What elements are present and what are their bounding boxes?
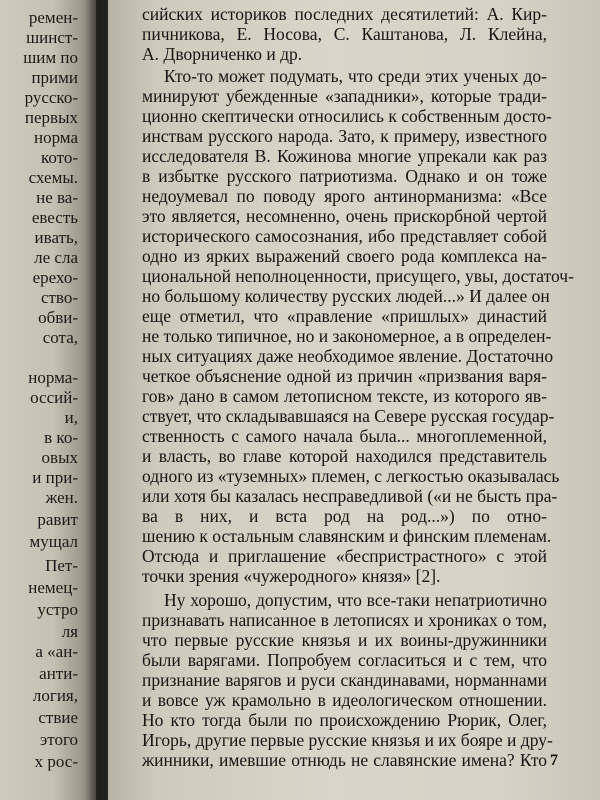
text-line: в избытке русского патриотизма. Однако и он тоже — [142, 166, 547, 186]
left-page-line: устро — [37, 600, 78, 619]
left-page-line: ля — [61, 622, 78, 641]
left-page-line: прими — [31, 68, 78, 87]
left-page-line: анти- — [39, 664, 78, 683]
text-line: пичникова, Е. Носова, С. Каштанова, Л. Клейна, — [142, 24, 547, 44]
text-line: четкое объяснение одной из причин «призвания варя- — [142, 366, 547, 386]
text-line: шению к остальным славянским и финским племенам. — [142, 526, 552, 546]
text-line: недоумевал по поводу ярого антинорманизма: «Все — [142, 186, 547, 206]
left-page-line: ле сла — [34, 248, 78, 267]
left-page-line: оссий- — [30, 388, 78, 407]
left-page-line: ремен- — [28, 8, 78, 27]
text-line: не только типичное, но и закономерное, а в определен- — [142, 326, 552, 346]
left-page-line: равит — [37, 510, 78, 529]
text-line: и вовсе уж крамольно в идеологическом отношении. — [142, 690, 547, 710]
left-page-line: ивать, — [34, 228, 78, 247]
left-page-line: схемы. — [28, 168, 78, 187]
text-line: жинники, имевшие отнюдь не славянские имена? Кто — [142, 750, 547, 770]
text-line: одного из «туземных» племен, с легкостью оказывалась — [142, 466, 560, 486]
left-page-line: не ва- — [36, 188, 78, 207]
left-page-line: кото- — [40, 148, 78, 167]
text-line: ных ситуациях даже необходимое явление. Достаточно — [142, 346, 554, 366]
left-page-line: первых — [24, 108, 78, 127]
text-line: Отсюда и приглашение «беспристрастного» с этой — [142, 546, 547, 566]
left-page-line: шинст- — [26, 28, 78, 47]
text-line: Ну хорошо, допустим, что все-таки непатриотично — [164, 590, 547, 610]
text-line: Кто-то может подумать, что среди этих ученых до- — [164, 66, 547, 86]
text-line: признавать написанное в летописях и хрониках о том, — [142, 610, 547, 630]
text-line: признание варягов и руси скандинавами, норманнами — [142, 670, 547, 690]
left-page-line: немец- — [28, 578, 78, 597]
text-line: Игорь, другие первые русские князья и их бояре и дру- — [142, 730, 553, 750]
text-line: ва в них, и вста род на род...») по отно- — [142, 506, 547, 526]
left-page-line: и, — [64, 408, 78, 427]
text-line: или хотя бы казалась несправедливой («и не бысть пра- — [142, 486, 558, 506]
left-page-line: евесть — [31, 208, 78, 227]
left-page-line: норма- — [28, 368, 78, 387]
text-line: но большому количеству русских людей...» И далее он — [142, 286, 550, 306]
text-line: еще отметил, что «правление «пришлых» династий — [142, 306, 547, 326]
left-page-line: и при- — [32, 468, 78, 487]
left-page-line: норма — [33, 128, 78, 147]
left-page-line: х рос- — [34, 752, 78, 771]
text-line: были варягами. Попробуем согласиться и с тем, что — [142, 650, 547, 670]
text-line: это является, несомненно, очень прискорбной чертой — [142, 206, 547, 226]
text-line: одно из ярких выражений своего рода комплекса на- — [142, 246, 547, 266]
text-line: сийских историков последних десятилетий: А. Кир- — [142, 4, 547, 24]
left-page-line: Пет- — [45, 556, 78, 575]
text-line: точки зрения «чужеродного» князя» [2]. — [142, 566, 441, 586]
page-number: 7 — [550, 752, 558, 769]
text-line: Но кто тогда были по происхождению Рюрик, Олег, — [142, 710, 547, 730]
left-page — [0, 0, 96, 800]
text-line: инствам русского народа. Зато, к примеру, известного — [142, 126, 547, 146]
text-line: ционно скептически относились к собственным досто- — [142, 106, 552, 126]
text-line: ствует, что складывавшаяся на Севере русская государ- — [142, 406, 555, 426]
right-page — [108, 0, 600, 800]
text-line: циональной неполноценности, присущего, увы, достаточ- — [142, 266, 574, 286]
left-page-line: этого — [39, 730, 78, 749]
text-line: исторического самосознания, ибо представляет собой — [142, 226, 547, 246]
text-line: исследователя В. Кожинова многие упрекали как раз — [142, 146, 547, 166]
left-page-line: ерехо- — [32, 268, 78, 287]
left-page-line: мущал — [29, 532, 78, 551]
left-page-line: ствие — [38, 708, 78, 727]
text-line: ственность с самого начала была... многоплеменной, — [142, 426, 547, 446]
left-page-line: жен. — [45, 488, 78, 507]
text-line: что первые русские князья и их воины-дружинники — [142, 630, 547, 650]
left-page-line: шим по — [23, 48, 78, 67]
text-line: А. Дворниченко и др. — [142, 44, 303, 64]
left-page-line: овых — [41, 448, 78, 467]
text-line: и власть, во главе которой находился представитель — [142, 446, 547, 466]
left-page-line: ство- — [40, 288, 78, 307]
left-page-line: в ко- — [44, 428, 78, 447]
text-line: гов» дано в самом летописном тексте, из которого яв- — [142, 386, 547, 406]
left-page-line: логия, — [32, 686, 78, 705]
left-page-line: обви- — [38, 308, 78, 327]
left-page-line: русско- — [24, 88, 78, 107]
left-page-line: сота, — [42, 328, 78, 347]
left-page-line: а «ан- — [35, 642, 78, 661]
text-line: минируют убежденные «западники», которые тради- — [142, 86, 547, 106]
